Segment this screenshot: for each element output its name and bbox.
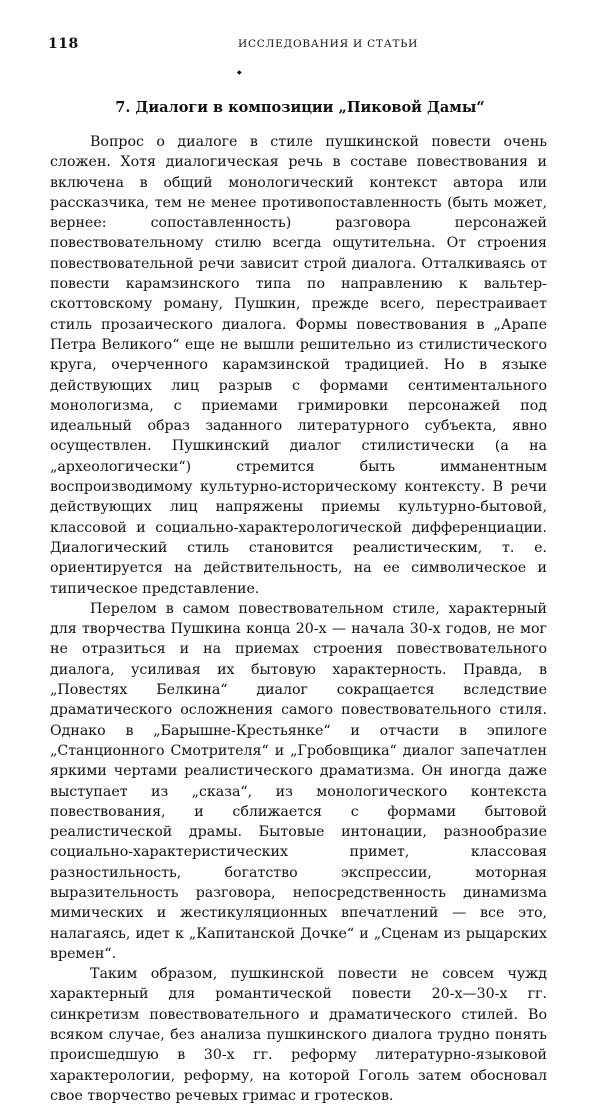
running-title: ИССЛЕДОВАНИЯ И СТАТЬИ — [238, 38, 419, 50]
body-text — [50, 132, 547, 1106]
ornament-dot: ◆ — [237, 69, 242, 76]
page-header — [48, 36, 552, 56]
section-title: 7. Диалоги в композиции „Пиковой Дамы“ — [115, 99, 485, 116]
paragraph-1: Вопрос о диалоге в стиле пушкинской повести очень сложен. Хотя диалогическая речь в составе повествования и включена в общий монологический контекст автора или рассказчика, тем не менее противопоставленность (быть может, вернее: сопоставленность) разговора персонажей повествовательному стилю всегда ощутительна. От строения повествовательной речи зависит строй диалога. Отталкиваясь от повести карамзинского типа по направлению к вальтер-скоттовскому роману, Пушкин, прежде всего, перестраивает стиль прозаического диалога. Формы повествования в „Арапе Петра Великого“ еще не вышли решительно из стилистического круга, очерченного карамзинской традицией. Но в языке действующих лиц разрыв с формами сентиментального монологизма, с приемами гримировки персонажей под идеальный образ заданного литературного субъекта, явно осуществлен. Пушкинский диалог стилистически (а на „археологически“) стремится быть имманентным воспроизводимому культурно-историческому контексту. В речи действующих лиц напряжены приемы культурно-бытовой, классовой и социально-характерологической дифференциации. Диалогический стиль становится реалистическим, т. е. ориентируется на действительность, на ее символическое и типическое представление. — [50, 134, 547, 597]
page-number: 118 — [48, 36, 79, 52]
paragraph-2: Перелом в самом повествовательном стиле, характерный для творчества Пушкина конца 20-х — начала 30-х годов, не мог не отразиться и на приемах строения повествовательного диалога, усиливая их бытовую характерность. Правда, в „Повестях Белкина“ диалог сокращается вследствие драматического осложнения самого повествовательного стиля. Однако в „Барышне-Крестьянке“ и отчасти в эпилоге „Станционного Смотрителя“ и „Гробовщика“ диалог запечатлен яркими чертами реалистического драматизма. Он иногда даже выступает из „сказа“, из монологического контекста повествования, и сближается с формами бытовой реалистической драмы. Бытовые интонации, разнообразие социально-характеристических примет, классовая разностильность, богатство экспрессии, моторная выразительность разговора, непосредственность динамизма мимических и жестикуляционных впечатлений — все это, налагаясь, идет к „Капитанской Дочке“ и „Сценам из рыцарских времен“. — [50, 600, 547, 962]
paragraph-3: Таким образом, пушкинской повести не совсем чужд характерный для романтической повести 20-х—30-х гг. синкретизм повествовательного и драматического стилей. Во всяком случае, без анализа пушкинского диалога трудно понять происшедшую в 30-х гг. реформу литературно-языковой характерологии, реформу, на которой Гоголь затем обосновал свое творчество речевых гримас и гротесков. — [50, 966, 547, 1104]
